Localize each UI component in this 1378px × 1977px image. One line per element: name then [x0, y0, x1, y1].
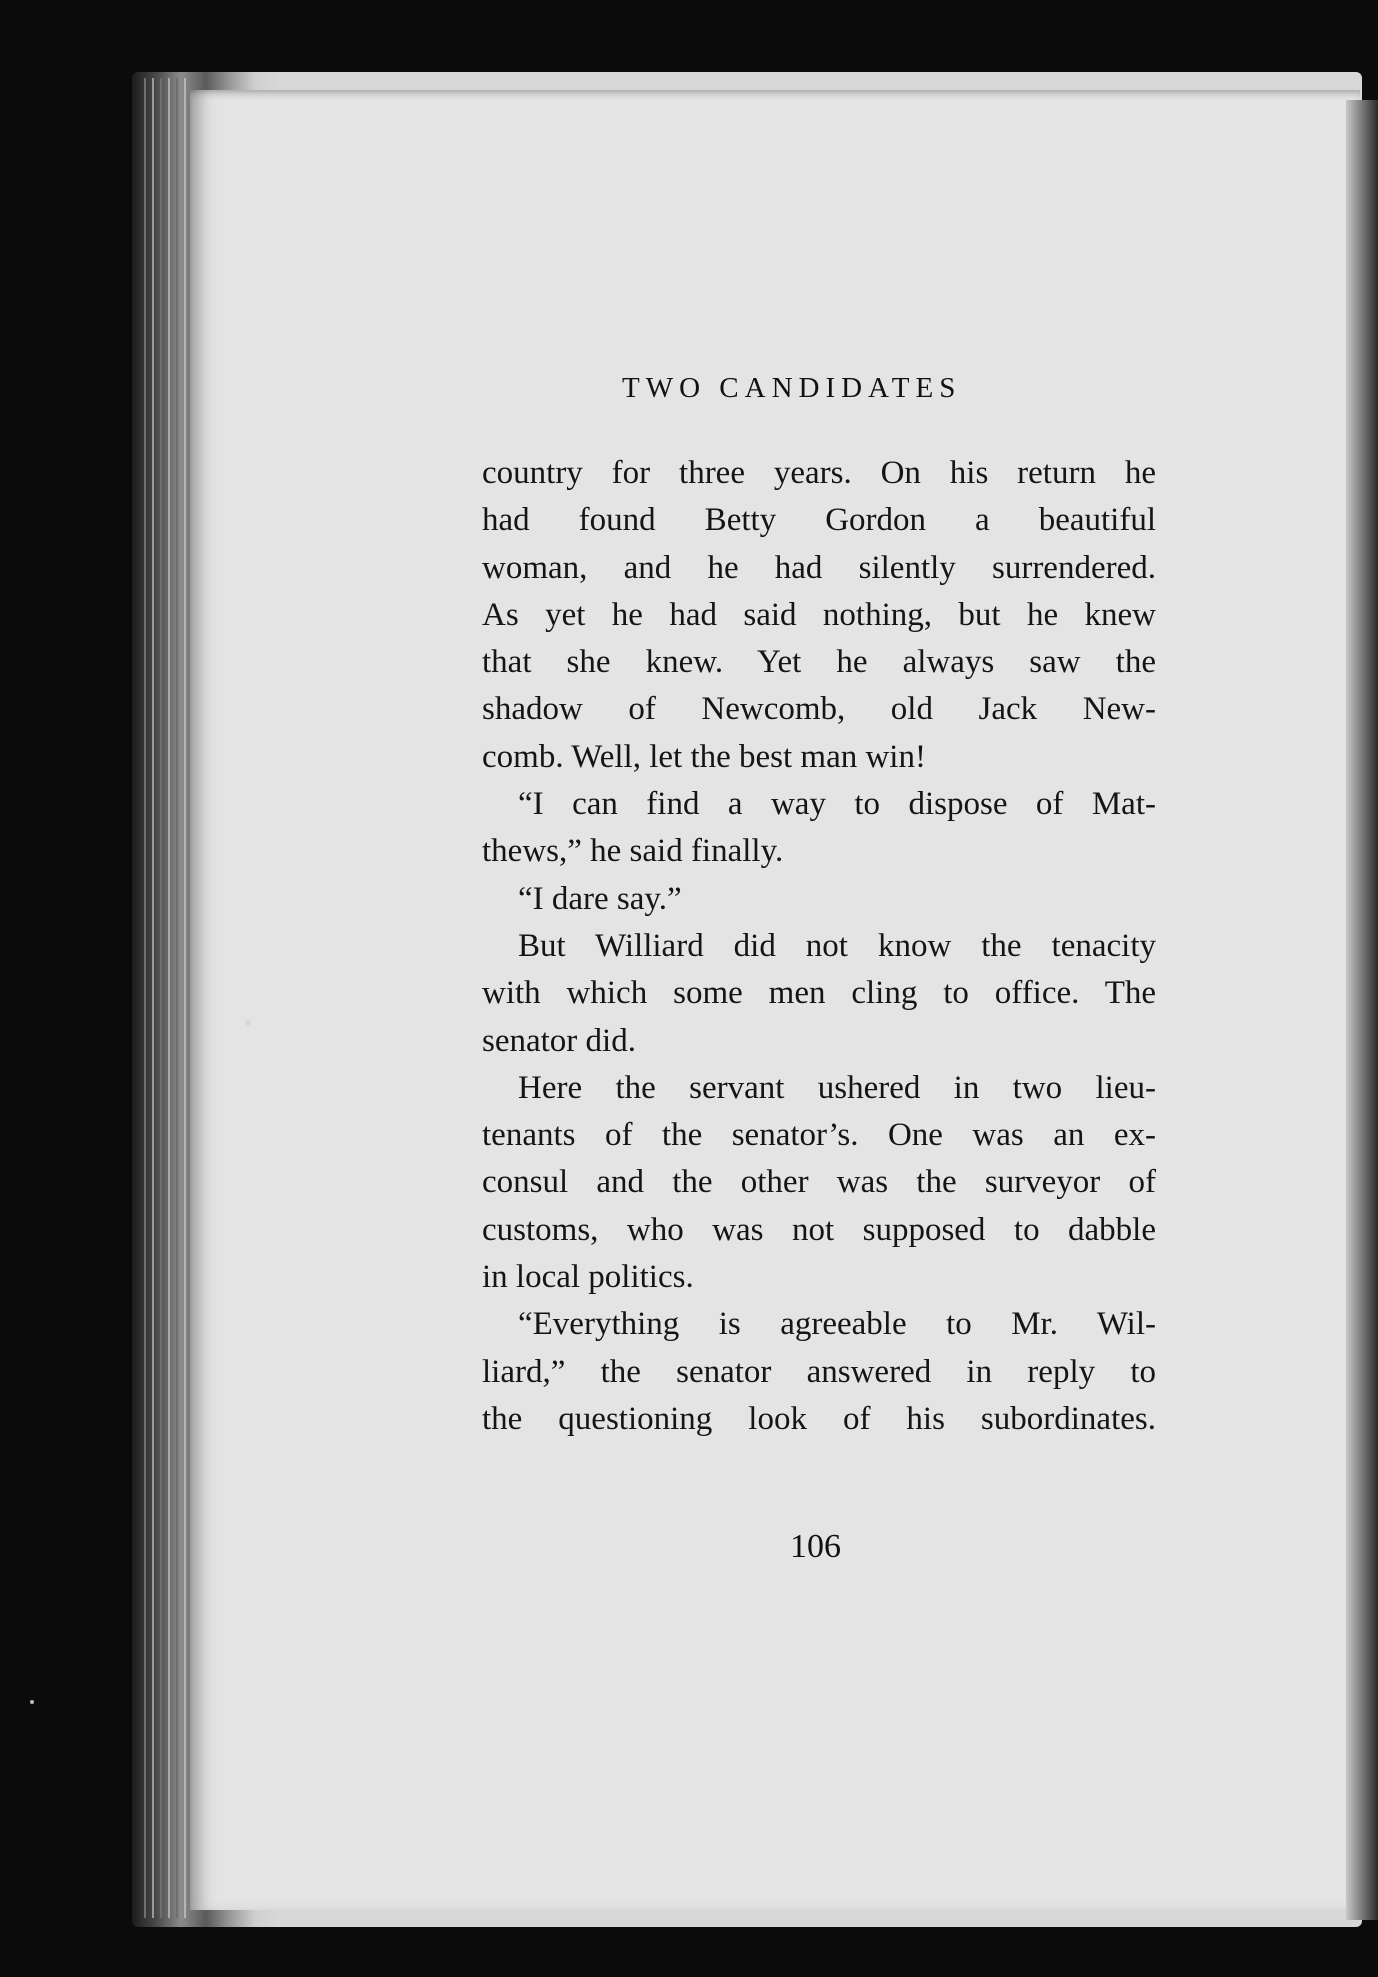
text-line: senator did.	[482, 1022, 636, 1059]
text-line: “Everything is agreeable to Mr. Wil-	[518, 1306, 1156, 1343]
running-head: TWO CANDIDATES	[622, 372, 962, 404]
text-line: had found Betty Gordon a beautiful	[482, 502, 1156, 539]
text-line: “I dare say.”	[518, 880, 682, 917]
text-line: with which some men cling to office. The	[482, 975, 1156, 1012]
text-line: the questioning look of his subordinates.	[482, 1400, 1156, 1437]
text-line: liard,” the senator answered in reply to	[482, 1353, 1156, 1390]
text-line: consul and the other was the surveyor of	[482, 1164, 1156, 1201]
text-line: customs, who was not supposed to dabble	[482, 1211, 1156, 1248]
paper-speck	[30, 1700, 34, 1704]
text-line: woman, and he had silently surrendered.	[482, 549, 1156, 586]
text-line: in local politics.	[482, 1259, 694, 1296]
text-line: But Williard did not know the tenacity	[518, 927, 1156, 964]
text-line: shadow of Newcomb, old Jack New-	[482, 691, 1156, 728]
page-number: 106	[790, 1528, 841, 1565]
text-line: tenants of the senator’s. One was an ex-	[482, 1117, 1156, 1154]
body-text	[482, 450, 1156, 1443]
text-line: As yet he had said nothing, but he knew	[482, 596, 1156, 633]
text-line: thews,” he said finally.	[482, 833, 784, 870]
text-line: that she knew. Yet he always saw the	[482, 644, 1156, 681]
text-line: country for three years. On his return he	[482, 455, 1156, 491]
facing-page-edge	[1346, 100, 1378, 1920]
paper-speck	[245, 1020, 251, 1026]
text-line: Here the servant ushered in two lieu-	[518, 1069, 1156, 1106]
text-line: comb. Well, let the best man win!	[482, 738, 926, 775]
text-line: “I can find a way to dispose of Mat-	[518, 786, 1156, 823]
